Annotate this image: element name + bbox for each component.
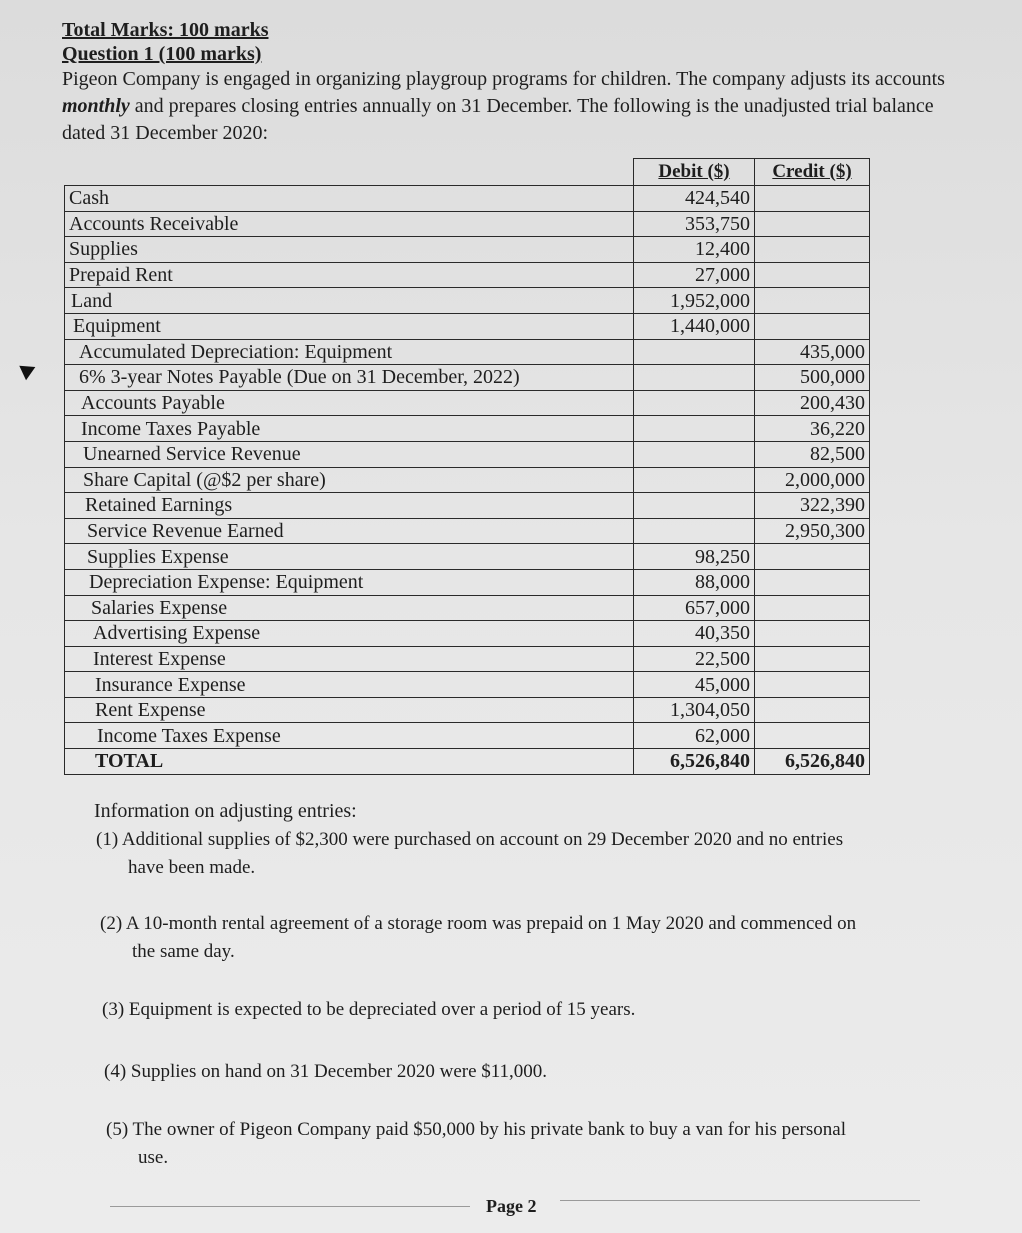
credit-cell	[755, 313, 870, 339]
debit-cell	[634, 518, 755, 544]
account-cell: Service Revenue Earned	[65, 518, 634, 544]
adjustment-line: (2) A 10-month rental agreement of a storage room was prepaid on 1 May 2020 and commenced on	[100, 913, 857, 934]
debit-cell	[634, 467, 755, 493]
account-cell: Unearned Service Revenue	[65, 441, 634, 467]
account-cell: Prepaid Rent	[65, 262, 634, 288]
debit-cell	[634, 365, 755, 391]
debit-cell: 98,250	[634, 544, 755, 570]
credit-cell	[755, 646, 870, 672]
credit-cell: 82,500	[755, 441, 870, 467]
account-cell: Rent Expense	[65, 697, 634, 723]
credit-cell	[755, 723, 870, 749]
question-title: Question 1 (100 marks)	[62, 43, 262, 65]
account-cell: Equipment	[65, 313, 634, 339]
account-cell: Advertising Expense	[65, 621, 634, 647]
debit-cell: 424,540	[634, 186, 755, 212]
adjustment-item-5	[106, 1116, 946, 1172]
credit-cell	[755, 288, 870, 314]
trial-balance-table	[64, 158, 870, 775]
credit-cell	[755, 672, 870, 698]
table-row	[65, 646, 870, 672]
account-cell: Accounts Payable	[65, 390, 634, 416]
table-header-row	[65, 159, 870, 186]
credit-cell	[755, 237, 870, 263]
page-number: Page 2	[486, 1196, 537, 1216]
table-row	[65, 186, 870, 212]
debit-cell: 12,400	[634, 237, 755, 263]
table-row	[65, 672, 870, 698]
table-row	[65, 493, 870, 519]
account-cell: Income Taxes Expense	[65, 723, 634, 749]
debit-cell: 45,000	[634, 672, 755, 698]
account-cell: Salaries Expense	[65, 595, 634, 621]
table-row	[65, 288, 870, 314]
debit-cell	[634, 493, 755, 519]
table-row	[65, 211, 870, 237]
debit-cell: 27,000	[634, 262, 755, 288]
debit-cell: 88,000	[634, 569, 755, 595]
adjustment-line-cont: have been made.	[128, 857, 256, 878]
account-cell: Depreciation Expense: Equipment	[65, 569, 634, 595]
credit-cell: 200,430	[755, 390, 870, 416]
credit-header: Credit ($)	[755, 159, 870, 186]
table-row	[65, 390, 870, 416]
total-label: TOTAL	[65, 749, 634, 775]
debit-cell	[634, 441, 755, 467]
credit-cell: 2,000,000	[755, 467, 870, 493]
intro-text-1: Pigeon Company is engaged in organizing playgroup programs for children. The company adjusts its accounts	[62, 68, 945, 90]
credit-cell	[755, 211, 870, 237]
header-blank	[65, 159, 634, 186]
intro-emphasis: monthly	[62, 95, 130, 117]
account-cell: 6% 3-year Notes Payable (Due on 31 December, 2022)	[65, 365, 634, 391]
account-cell: Share Capital (@$2 per share)	[65, 467, 634, 493]
table-row	[65, 621, 870, 647]
debit-cell: 1,440,000	[634, 313, 755, 339]
account-cell: Interest Expense	[65, 646, 634, 672]
table-row	[65, 262, 870, 288]
credit-cell: 2,950,300	[755, 518, 870, 544]
table-row	[65, 697, 870, 723]
table-row	[65, 467, 870, 493]
total-row	[65, 749, 870, 775]
table-row	[65, 416, 870, 442]
account-cell: Retained Earnings	[65, 493, 634, 519]
total-marks: Total Marks: 100 marks	[62, 19, 269, 41]
debit-cell: 1,952,000	[634, 288, 755, 314]
table-row	[65, 723, 870, 749]
account-cell: Supplies Expense	[65, 544, 634, 570]
table-row	[65, 569, 870, 595]
credit-cell	[755, 569, 870, 595]
credit-cell	[755, 621, 870, 647]
debit-cell	[634, 339, 755, 365]
debit-cell: 1,304,050	[634, 697, 755, 723]
account-cell: Insurance Expense	[65, 672, 634, 698]
credit-cell	[755, 544, 870, 570]
debit-cell	[634, 390, 755, 416]
credit-cell	[755, 186, 870, 212]
credit-cell: 36,220	[755, 416, 870, 442]
adjustment-line: (4) Supplies on hand on 31 December 2020 were $11,000.	[104, 1061, 548, 1082]
table-row	[65, 518, 870, 544]
account-cell: Accumulated Depreciation: Equipment	[65, 339, 634, 365]
mouse-cursor-icon	[19, 360, 38, 380]
intro-text-2: and prepares closing entries annually on 31 December. The following is the unadjusted trial balance dated 31 December 2020:	[62, 95, 934, 144]
debit-header: Debit ($)	[634, 159, 755, 186]
question-header	[62, 18, 962, 147]
account-cell: Accounts Receivable	[65, 211, 634, 237]
debit-cell: 353,750	[634, 211, 755, 237]
table-row	[65, 365, 870, 391]
adjustment-line: (1) Additional supplies of $2,300 were purchased on account on 29 December 2020 and no entries	[96, 829, 844, 850]
account-cell: Land	[65, 288, 634, 314]
question-intro	[62, 66, 962, 147]
adjustments-title: Information on adjusting entries:	[94, 800, 357, 822]
table-row	[65, 339, 870, 365]
debit-cell	[634, 416, 755, 442]
footer-rule-left	[110, 1206, 470, 1207]
account-cell: Income Taxes Payable	[65, 416, 634, 442]
credit-cell: 500,000	[755, 365, 870, 391]
debit-cell: 62,000	[634, 723, 755, 749]
table-row	[65, 441, 870, 467]
table-row	[65, 544, 870, 570]
credit-cell	[755, 595, 870, 621]
adjustment-line-cont: the same day.	[132, 941, 235, 962]
total-credit: 6,526,840	[755, 749, 870, 775]
account-cell: Cash	[65, 186, 634, 212]
credit-cell: 435,000	[755, 339, 870, 365]
total-debit: 6,526,840	[634, 749, 755, 775]
debit-cell: 22,500	[634, 646, 755, 672]
adjustment-line: (5) The owner of Pigeon Company paid $50,000 by his private bank to buy a van for his personal	[106, 1119, 846, 1140]
adjustment-item-2	[100, 910, 940, 966]
debit-cell: 40,350	[634, 621, 755, 647]
credit-cell: 322,390	[755, 493, 870, 519]
adjustment-item-1	[96, 826, 936, 882]
adjustment-line: (3) Equipment is expected to be depreciated over a period of 15 years.	[102, 999, 636, 1020]
credit-cell	[755, 697, 870, 723]
adjustment-item-3	[102, 996, 942, 1024]
adjustment-item-4	[104, 1058, 944, 1086]
table-row	[65, 595, 870, 621]
debit-cell: 657,000	[634, 595, 755, 621]
table-row	[65, 313, 870, 339]
adjustment-line-cont: use.	[138, 1147, 169, 1168]
credit-cell	[755, 262, 870, 288]
footer-rule-right	[560, 1200, 920, 1201]
account-cell: Supplies	[65, 237, 634, 263]
table-row	[65, 237, 870, 263]
trial-balance-body	[65, 186, 870, 775]
